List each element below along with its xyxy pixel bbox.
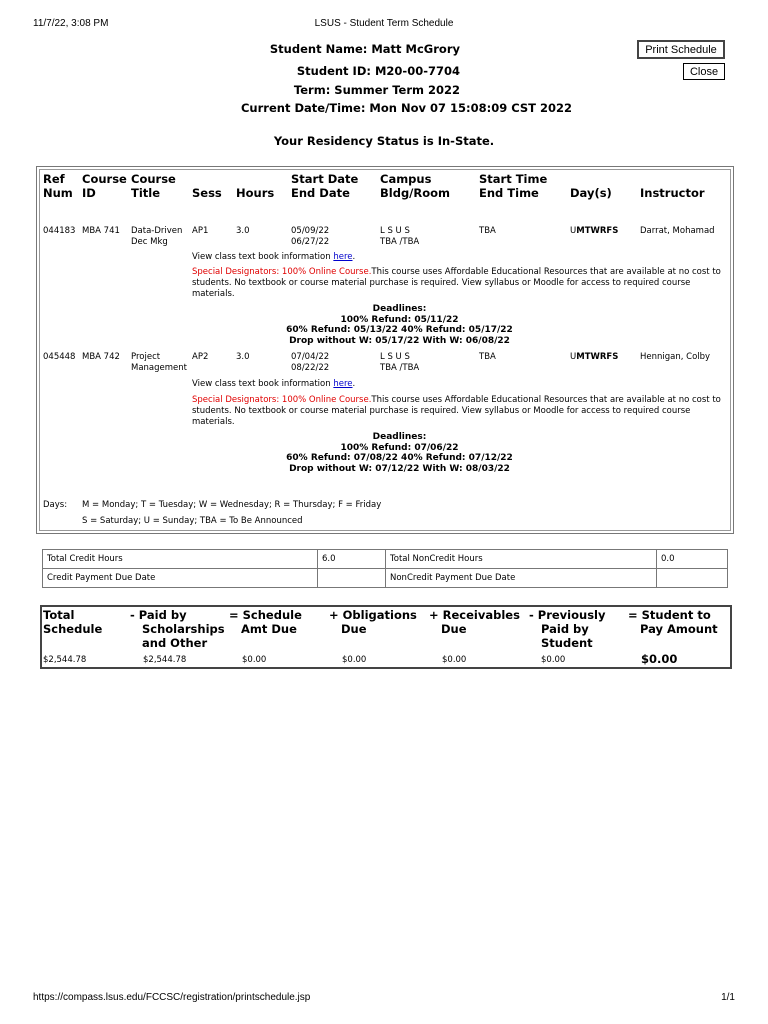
special-designators: Special Designators: 100% Online Course.This course uses Affordable Educational Resources that are available at no cost to students. No textbook or course material purchase is required. View syllabus or Moodle for access to required course materials. [192,395,721,427]
summary-header-total-schedule: Total Schedule [43,608,103,636]
textbook-link[interactable]: here [333,252,353,262]
course-id: MBA 742 [82,352,120,362]
course-sess: AP1 [192,226,209,236]
summary-value-schedule-amt-due: $0.00 [242,655,267,665]
header-course-title: Course Title [131,172,176,200]
days-legend-line2: S = Saturday; U = Sunday; TBA = To Be Announced [82,516,303,526]
course-campus: L S U S TBA /TBA [380,352,420,373]
course-dates: 07/04/22 08/22/22 [291,352,330,373]
course-days: UMTWRFS [570,352,619,362]
course-hours: 3.0 [236,226,250,236]
header-ref-num: Ref Num [43,172,73,200]
course-id: MBA 741 [82,226,120,236]
noncredit-payment-due-value [657,569,728,588]
print-url: https://compass.lsus.edu/FCCSC/registration/printschedule.jsp [33,992,311,1003]
close-button[interactable]: Close [683,63,725,80]
print-page-number: 1/1 [721,992,735,1003]
summary-header-receivables-due: + Receivables Due [429,608,520,636]
course-ref-num: 044183 [43,226,76,236]
schedule-table-inner [39,169,731,531]
course-instructor: Darrat, Mohamad [640,226,715,236]
noncredit-payment-due-label: NonCredit Payment Due Date [386,569,657,588]
current-datetime: Current Date/Time: Mon Nov 07 15:08:09 CST 2022 [240,101,572,115]
total-noncredit-hours-value: 0.0 [657,550,728,569]
course-time: TBA [479,352,496,362]
summary-value-previously-paid: $0.00 [541,655,566,665]
total-credit-hours-label: Total Credit Hours [43,550,318,569]
print-schedule-button[interactable]: Print Schedule [637,40,725,59]
student-id: Student ID: M20-00-7704 [296,64,460,78]
textbook-link[interactable]: here [333,379,353,389]
course-dates: 05/09/22 06/27/22 [291,226,330,247]
course-days: UMTWRFS [570,226,619,236]
total-noncredit-hours-label: Total NonCredit Hours [386,550,657,569]
summary-value-student-to-pay: $0.00 [641,652,678,666]
table-row [43,550,728,569]
term: Term: Summer Term 2022 [293,83,460,97]
print-page-title: LSUS - Student Term Schedule [314,18,454,29]
header-sess: Sess [192,186,222,200]
residency-status: Your Residency Status is In-State. [273,134,495,148]
student-name: Student Name: Matt McGrory [269,42,460,56]
header-campus: Campus Bldg/Room [380,172,451,200]
total-credit-hours-value: 6.0 [318,550,386,569]
days-legend-line1: M = Monday; T = Tuesday; W = Wednesday; R = Thursday; F = Friday [82,500,382,510]
textbook-info: View class text book information here. [192,379,356,389]
course-time: TBA [479,226,496,236]
summary-header-student-to-pay: = Student to Pay Amount [628,608,718,636]
header-days: Day(s) [570,186,612,200]
summary-value-receivables-due: $0.00 [442,655,467,665]
print-datetime: 11/7/22, 3:08 PM [33,18,109,29]
summary-header-obligations-due: + Obligations Due [329,608,417,636]
credit-payment-due-label: Credit Payment Due Date [43,569,318,588]
credit-payment-due-value [318,569,386,588]
textbook-info: View class text book information here. [192,252,356,262]
summary-header-schedule-amt-due: = Schedule Amt Due [229,608,302,636]
deadlines: Deadlines: 100% Refund: 07/06/22 60% Refund: 07/08/22 40% Refund: 07/12/22 Drop without W: 07/12/22 With W: 08/03/22 [286,432,513,474]
course-instructor: Hennigan, Colby [640,352,711,362]
summary-header-previously-paid: - Previously Paid by Student [529,608,606,650]
course-title: Project Management [131,352,187,373]
table-row [43,569,728,588]
special-designators: Special Designators: 100% Online Course.This course uses Affordable Educational Resources that are available at no cost to students. No textbook or course material purchase is required. View syllabus or Moodle for access to required course materials. [192,267,721,299]
course-campus: L S U S TBA /TBA [380,226,420,247]
summary-header-paid-by-scholarships: - Paid by Scholarships and Other [130,608,225,650]
course-ref-num: 045448 [43,352,76,362]
deadlines: Deadlines: 100% Refund: 05/11/22 60% Refund: 05/13/22 40% Refund: 05/17/22 Drop without W: 05/17/22 With W: 06/08/22 [286,304,513,346]
totals-table [42,549,728,588]
header-times: Start Time End Time [479,172,548,200]
summary-value-obligations-due: $0.00 [342,655,367,665]
course-title: Data-Driven Dec Mkg [131,226,183,247]
days-legend-label: Days: [43,500,68,510]
schedule-table [36,166,734,534]
course-sess: AP2 [192,352,209,362]
summary-value-paid-by-scholarships: $2,544.78 [143,655,187,665]
header-hours: Hours [236,186,275,200]
summary-value-total-schedule: $2,544.78 [43,655,87,665]
header-instructor: Instructor [640,186,705,200]
header-course-id: Course ID [82,172,127,200]
header-dates: Start Date End Date [291,172,359,200]
course-hours: 3.0 [236,352,250,362]
